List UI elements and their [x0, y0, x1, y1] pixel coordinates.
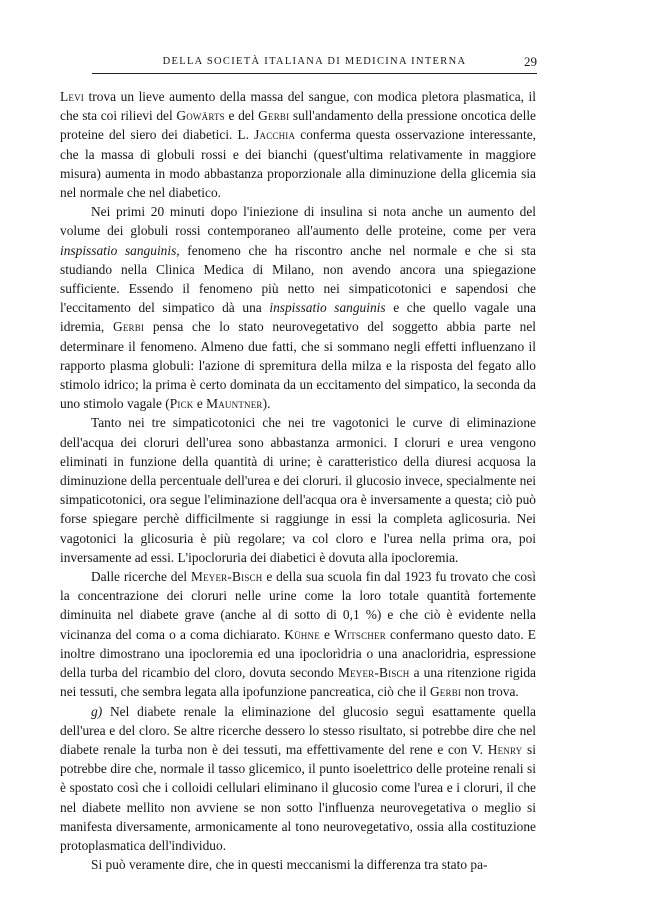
text-run: pensa che lo stato neurovegetativo del soggetto abbia parte nel determinare il fenomeno. Almeno due fatti, che si sommano negli effetti influenzano il rapporto plasma globuli: l'azione di spremitura della milza e la risposta del fegato allo stimolo idrico; la prima è certo dominata da un eccitamento del simpatico, la seconda da uno stimolo vagale (	[60, 319, 537, 412]
italic-text: inspissatio sanguinis	[269, 300, 386, 316]
author-name: Gerbi	[112, 319, 145, 335]
running-title: DELLA SOCIETÀ ITALIANA DI MEDICINA INTERNA	[162, 56, 467, 67]
author-name: Pick	[169, 396, 194, 412]
italic-text: g)	[91, 703, 103, 719]
text-run: si potrebbe dire che, normale il tasso glicemico, il punto isoelettrico delle proteine renali si è spostato così che i colloidi cellulari eliminano il glucosio come l'urea e i cloruri, il che nel diabete mellito non avviene se non sotto l'influenza neurovegetativa o meglio si manifesta diversamente, armonicamente al tono neurovegetativo, ossia alla costituzione protoplasmatica dell'individuo.	[60, 741, 536, 853]
text-run: e della sua scuola fin dal 1923 fu trovato che così la concentrazione dei cloruri nelle urine come la loro totale quantità fortemente diminuita nel diabete grave (anche al di sotto di 0,1 %) e che ciò è evidente nella vicinanza del coma o a coma dichiarato.	[60, 569, 536, 642]
author-name: Gowärts	[176, 108, 225, 124]
text-run: e del	[224, 108, 259, 124]
paragraph-p3	[60, 413, 536, 567]
text-run: e	[193, 396, 207, 412]
author-name: Levi	[60, 89, 84, 104]
text-run: conferma questa osservazione interessante, che la massa di globuli rossi e dei bianchi (quest'ultima relativamente in maggiore misura) aumenta in modo abbastanza proporzionale alla diminuzione della glicemia sia nel normale che nel diabetico.	[60, 127, 536, 201]
text-run: Nel diabete renale la eliminazione del glucosio seguì esattamente quella dell'urea e del cloro. Se altre ricerche dessero lo stesso risultato, si potrebbe dire che nel diabete renale la turba non è dei tessuti, ma effettivamente del rene e con V.	[60, 703, 536, 757]
paragraph-p6	[60, 855, 536, 874]
text-run: Nei primi 20 minuti dopo l'iniezione di insulina si nota anche un aumento del volume dei globuli rossi contemporaneo all'aumento delle proteine, come per vera	[60, 204, 536, 239]
author-name: Meyer-Bisch	[190, 569, 263, 585]
text-run: trova un lieve aumento della massa del sangue, con modica pletora plasmatica, il che sta coi rilievi del	[60, 89, 536, 124]
header-rule	[92, 73, 537, 74]
author-name: Kühne	[284, 626, 320, 642]
paragraph-p5	[60, 702, 536, 856]
text-run: Si può veramente dire, che in questi meccanismi la differenza tra stato pa-	[91, 857, 488, 873]
text-run: Dalle ricerche del	[91, 569, 191, 585]
text-run: , fenomeno che ha riscontro anche nel normale e che si sta studiando nella Clinica Medica di Milano, non avendo ancora una spiegazione sufficiente. Essendo il fenomeno più netto nei simpaticotonici e sapendosi che l'eccitamento del simpatico dà una	[60, 242, 536, 316]
page-number: 29	[524, 54, 537, 69]
text-run: ).	[262, 396, 271, 412]
text-run: sull'andamento della pressione oncotica delle proteine del siero dei diabetici. L.	[60, 108, 536, 143]
author-name: Meyer-Bisch	[337, 665, 410, 681]
author-name: Gerbi	[258, 108, 290, 124]
text-run: e	[319, 626, 335, 642]
text-run: Tanto nei tre simpaticotonici che nei tre vagotonici le curve di eliminazione dell'acqua dei cloruri dell'urea sono abbastanza armonici. I cloruri e urea vengono eliminati in funzione della quantità di urine; è caratteristico della diuresi acquosa la diminuzione della percentuale dell'urea e dei cloruri. il glucosio invece, specialmente nei simpaticotonici, ora segue l'eliminazione dell'acqua ora è inversamente a questa; ciò può forse spiegare perchè difficilmente si raggiunge in essi la completa aglicosuria. Nei vagotonici la glicosuria è più regolare; va col cloro e l'urea nella prima ora, poi inversamente ad essi. L'ipocloruria dei diabetici è dovuta alla ipocloremia.	[60, 415, 536, 565]
italic-text: inspissatio sanguinis	[60, 242, 177, 258]
author-name: Witscher	[334, 626, 386, 642]
author-name: Henry	[487, 741, 523, 757]
text-run: a una ritenzione rigida nei tessuti, che sembra legata alla ipofunzione pancreatica, ciò che il	[60, 665, 536, 700]
paragraph-p1	[60, 87, 536, 202]
text-run: non trova.	[461, 684, 519, 700]
text-run: e che quello vagale una idremia,	[60, 300, 537, 335]
author-name: Jacchia	[254, 127, 296, 143]
author-name: Mauntner	[206, 396, 263, 412]
author-name: Gerbi	[429, 684, 462, 700]
paragraph-p2	[60, 202, 536, 413]
text-run: confermano questo dato. E inoltre dimostrano una ipocloremia ed una ipoclorìdria o una anacloridria, espressione della turba del ricambio del cloro, dovuta secondo	[60, 626, 536, 681]
body-text	[60, 87, 536, 874]
paragraph-p4	[60, 567, 536, 701]
